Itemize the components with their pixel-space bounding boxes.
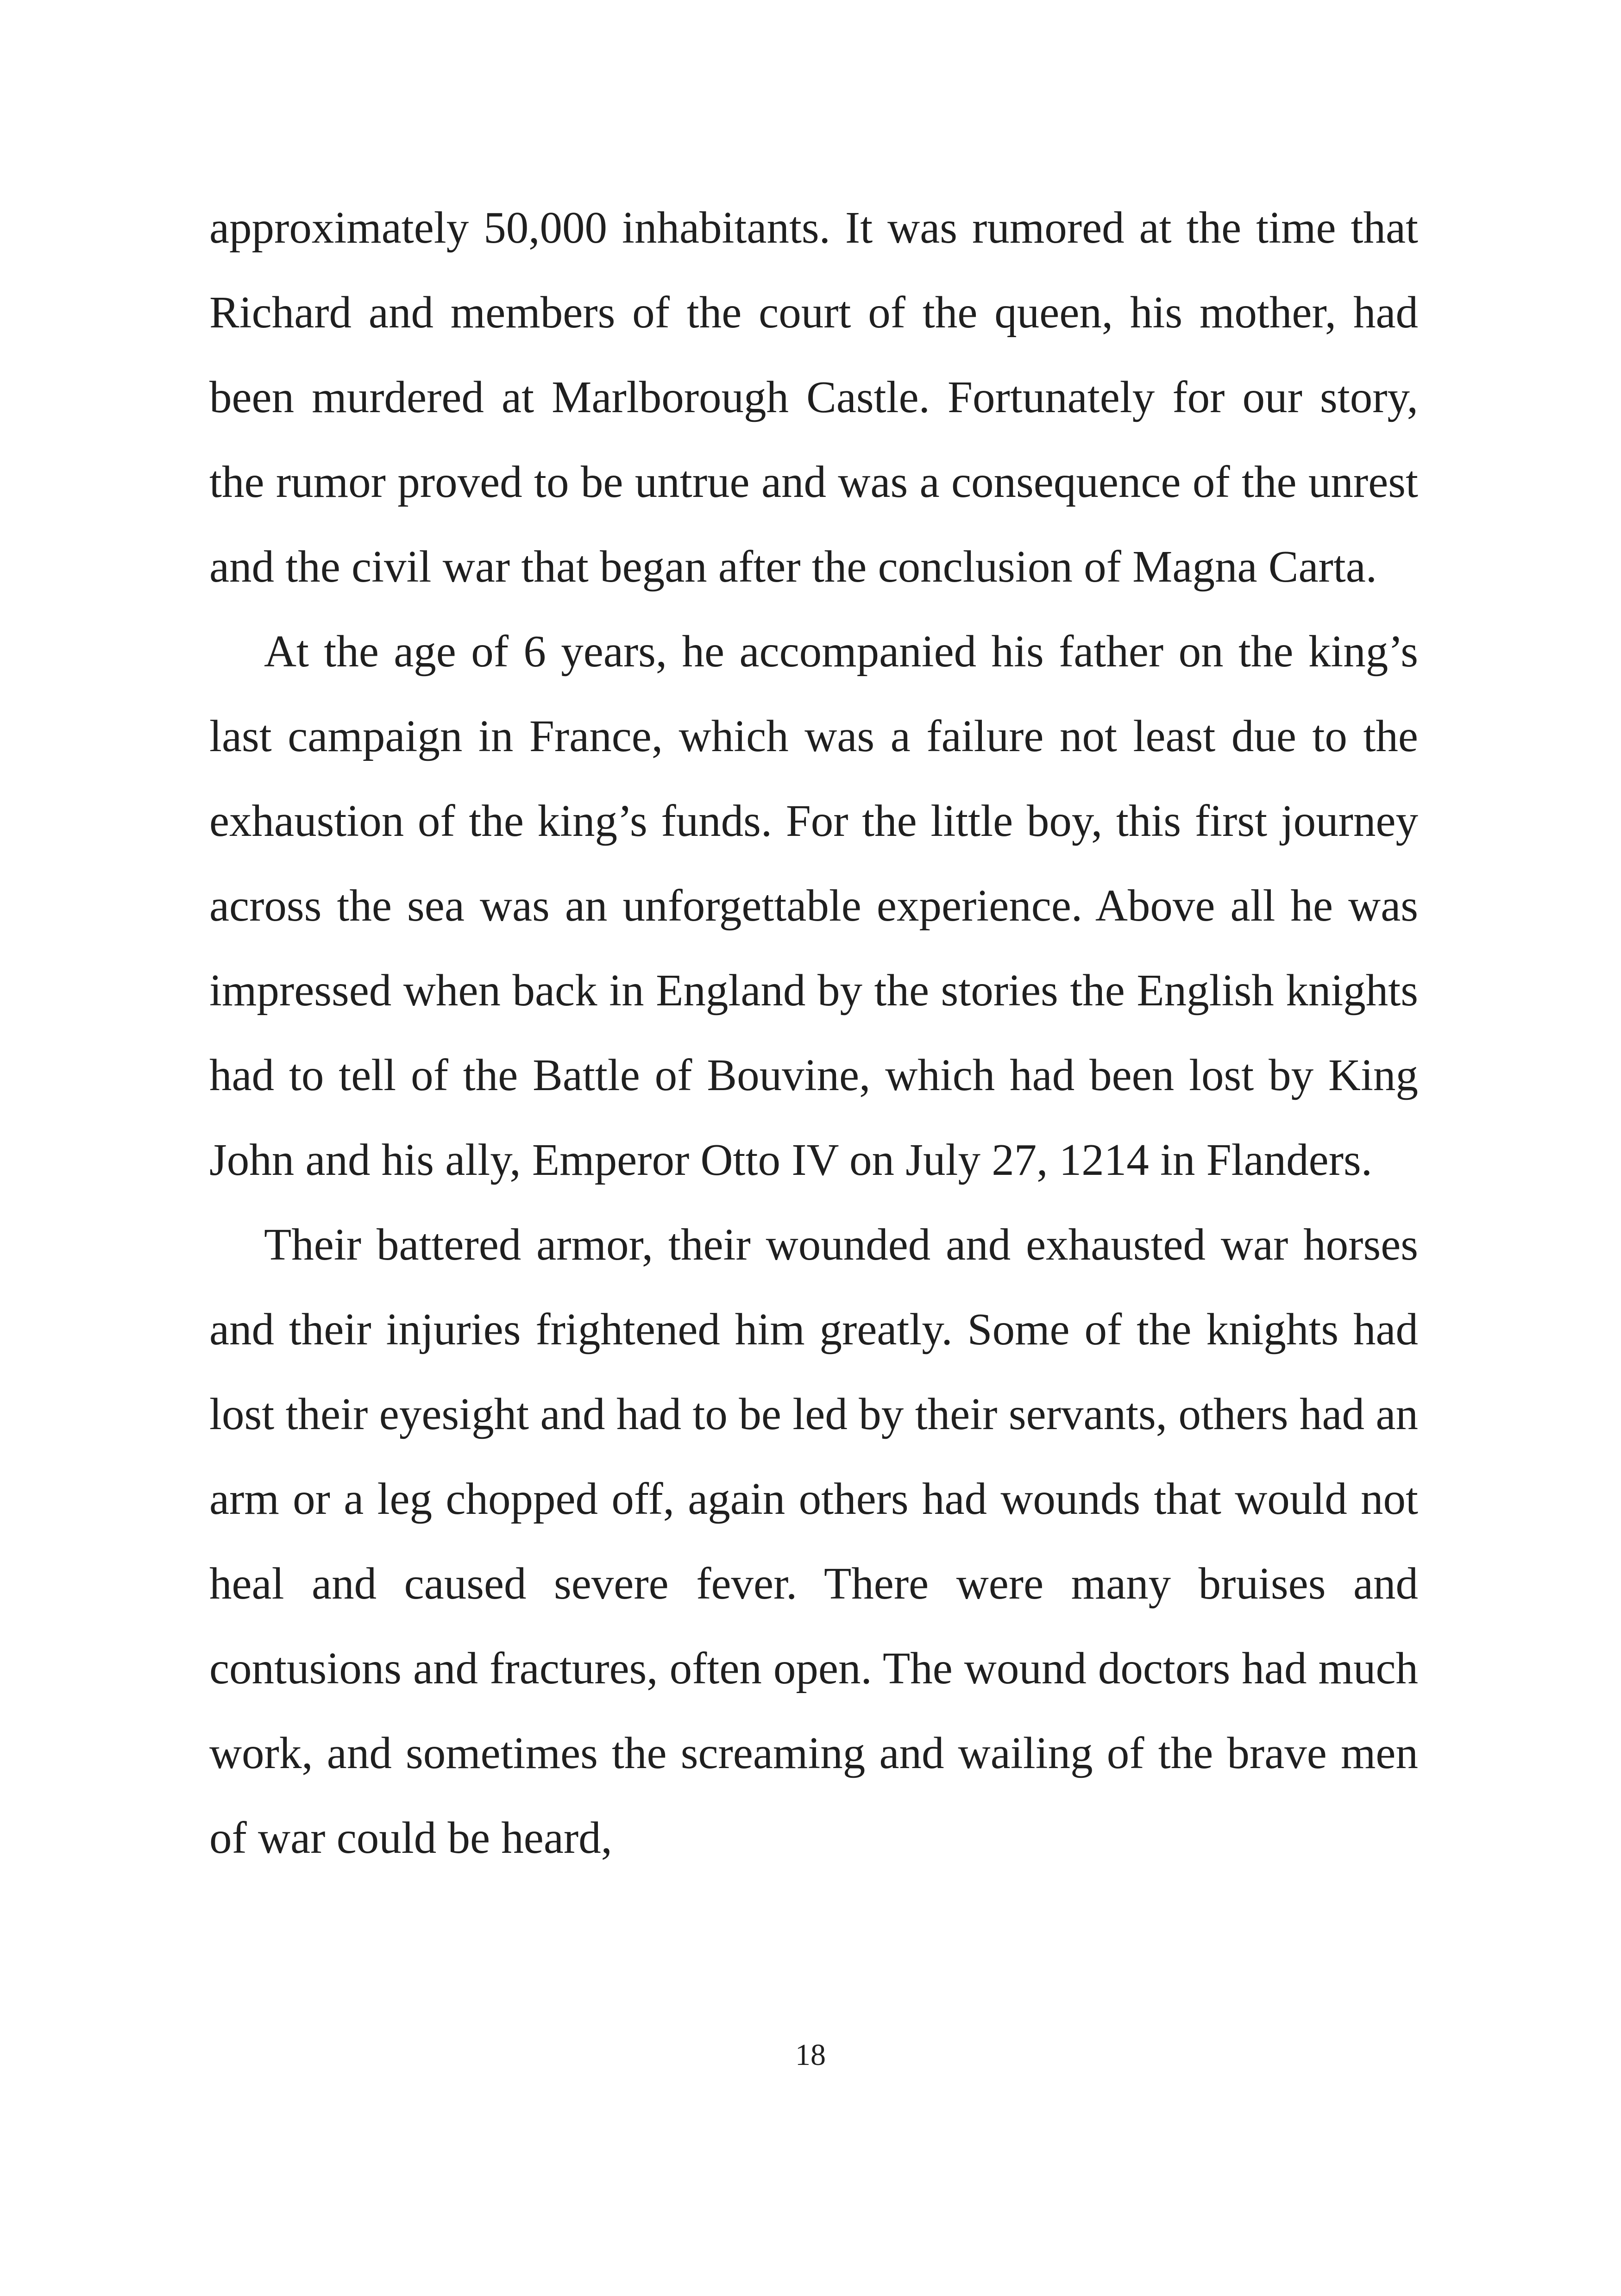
- body-text: [209, 185, 1418, 1880]
- paragraph-campaign: At the age of 6 years, he accompanied his father on the king’s last campaign in France, which was a failure not least due to the exhaustion of the king’s funds. For the little boy, this first journey across the sea was an unforgettable experience. Above all he was impressed when back in England by the stories the English knights had to tell of the Battle of Bouvine, which had been lost by King John and his ally, Emperor Otto IV on July 27, 1214 in Flanders.: [209, 627, 1418, 1185]
- paragraph-knights: Their battered armor, their wounded and exhausted war horses and their injuries frightened him greatly. Some of the knights had lost their eyesight and had to be led by their servants, others had an arm or a leg chopped off, again others had wounds that would not heal and caused severe fever. There were many bruises and contusions and fractures, often open. The wound doctors had much work, and sometimes the screaming and wailing of the brave men of war could be heard,: [209, 1220, 1418, 1863]
- paragraph-continuation: approximately 50,000 inhabitants. It was rumored at the time that Richard and members of the court of the queen, his mother, had been murdered at Marlborough Castle. Fortunately for our story, the rumor proved to be untrue and was a consequence of the unrest and the civil war that began after the conclusion of Magna Carta.: [209, 203, 1418, 591]
- page-number: 18: [795, 2038, 826, 2072]
